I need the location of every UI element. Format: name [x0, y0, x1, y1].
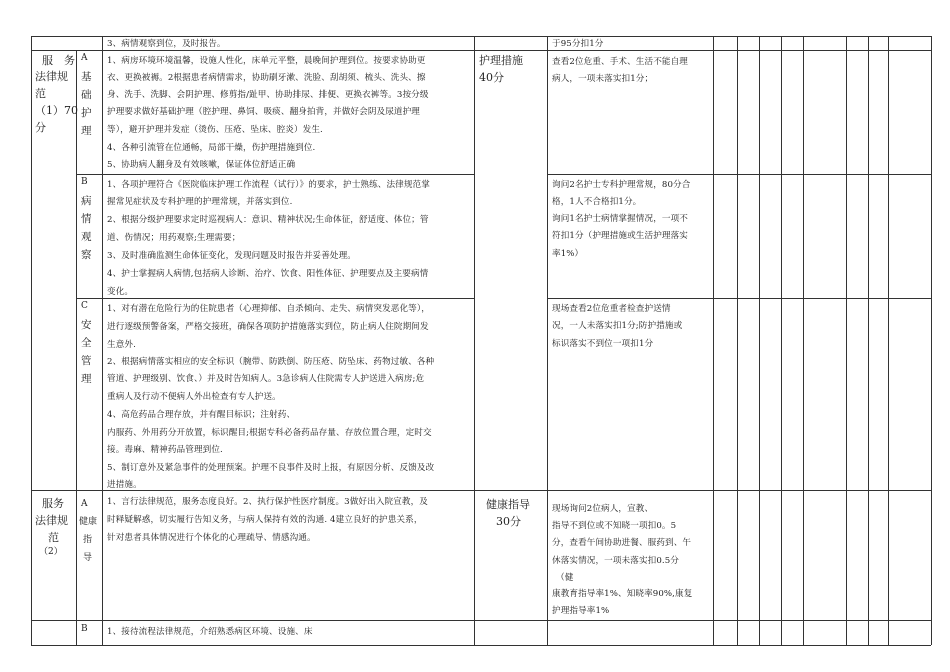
row-line	[76, 298, 474, 299]
row-line	[547, 298, 931, 299]
table-bottom-border	[31, 645, 931, 646]
col-line	[803, 36, 804, 645]
section-line	[31, 490, 931, 491]
top-row-content: 3、病情观察到位，及时报告。	[107, 39, 226, 49]
col-line	[76, 50, 77, 645]
row-line	[31, 620, 931, 621]
col-line	[781, 36, 782, 645]
col-line	[737, 36, 738, 645]
row-line	[31, 50, 931, 51]
row-line	[76, 174, 474, 175]
col-line	[888, 36, 889, 645]
admission-content: 1、接待流程法律规范，介绍熟悉病区环境、设施、床	[107, 627, 313, 637]
col-line	[713, 36, 714, 645]
table-top-border	[31, 36, 931, 37]
col-line	[759, 36, 760, 645]
row-line	[547, 174, 931, 175]
subcat-admission-label: B	[81, 624, 88, 634]
col-line	[474, 36, 475, 645]
table-right-border	[931, 36, 932, 645]
col-line	[102, 36, 103, 645]
top-row-check: 于95分扣1分	[552, 39, 604, 49]
col-line	[547, 36, 548, 645]
col-line	[868, 36, 869, 645]
col-line	[31, 36, 32, 645]
col-line	[846, 36, 847, 645]
